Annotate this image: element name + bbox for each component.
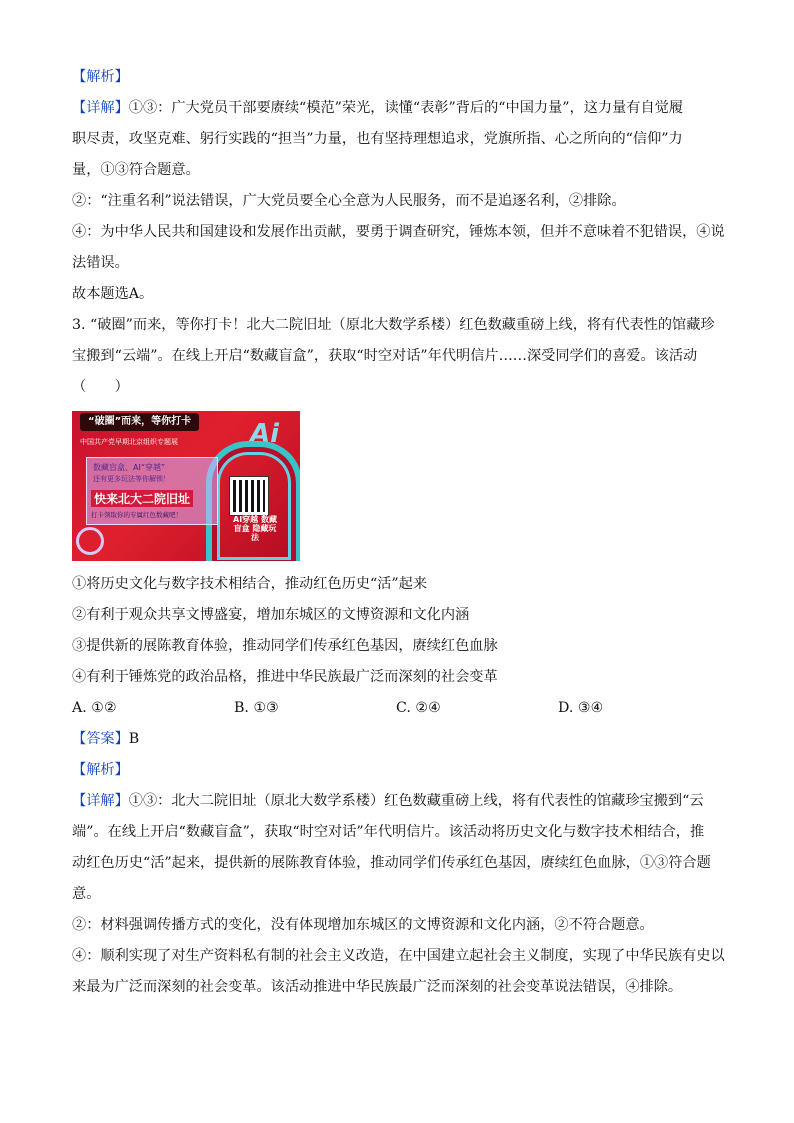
poster-banner: “破圈”而来，等你打卡 <box>80 413 199 431</box>
detail2-line-1: 【详解】①③：北大二院旧址（原北大数学系楼）红色数藏重磅上线，将有代表性的馆藏珍宝搬到“云 <box>72 793 704 809</box>
answer-options <box>72 693 722 724</box>
qr-code-icon <box>230 477 268 515</box>
detail2-line-3: 动红色历史“活”起来，提供新的展陈教育体验，推动同学们传承红色基因，赓续红色血脉，①③符合题 <box>72 855 711 871</box>
question-3-line-2: 宝搬到“云端”。在线上开启“数藏盲盒”，获取“时空对话”年代明信片……深受同学们的喜爱。该活动 <box>72 348 698 364</box>
detail-line-5: ④：为中华人民共和国建设和发展作出贡献，要勇于调查研究，锤炼本领，但并不意味着不犯错误，④说 <box>72 224 725 240</box>
question-3-line-1: 3. “破圈”而来，等你打卡！北大二院旧址（原北大数学系楼）红色数藏重磅上线，将有代表性的馆藏珍 <box>72 317 715 333</box>
detail2-line-4: 意。 <box>72 886 101 902</box>
choice-3: ③提供新的展陈教育体验，推动同学们传承红色基因，赓续红色血脉 <box>72 638 498 654</box>
poster-panel-line1: 数藏盲盒、AI“穿越” <box>93 463 166 472</box>
question-figure <box>72 411 300 561</box>
poster-image <box>72 411 300 561</box>
poster-ai-text: AI穿越 数藏盲盒 隐藏玩法 <box>233 515 277 542</box>
analysis-heading-1: 【解析】 <box>72 69 129 85</box>
ring-decoration-icon <box>76 527 104 555</box>
detail-line-3: 量，①③符合题意。 <box>72 162 200 178</box>
option-c: C. ②④ <box>396 700 441 716</box>
detail2-line-7: 来最为广泛而深刻的社会变革。该活动推进中华民族最广泛而深刻的社会变革说法错误，④排除。 <box>72 979 683 995</box>
poster-panel <box>86 457 218 525</box>
choice-1: ①将历史文化与数字技术相结合，推动红色历史“活”起来 <box>72 576 428 592</box>
conclusion-line: 故本题选A。 <box>72 286 154 302</box>
detail2-line-5: ②：材料强调传播方式的变化，没有体现增加东城区的文博资源和文化内涵，②不符合题意。 <box>72 917 654 933</box>
detail-line-4: ②：“注重名利”说法错误，广大党员要全心全意为人民服务，而不是追逐名利，②排除。 <box>72 193 626 209</box>
option-d: D. ③④ <box>558 700 604 716</box>
poster-panel-line2: 还有更多玩法等你解锁！ <box>93 475 170 483</box>
detail2-line-2: 端”。在线上开启“数藏盲盒”，获取“时空对话”年代明信片。该活动将历史文化与数字技术相结合，推 <box>72 824 705 840</box>
choice-4: ④有利于锤炼党的政治品格，推进中华民族最广泛而深刻的社会变革 <box>72 669 498 685</box>
detail-line-1: 【详解】①③：广大党员干部要赓续“模范”荣光，读懂“表彰”背后的“中国力量”，这力量有自觉履 <box>72 100 684 116</box>
detail-line-6: 法错误。 <box>72 255 129 271</box>
option-b: B. ①③ <box>234 700 279 716</box>
detail-line-2: 职尽责，攻坚克难、躬行实践的“担当”力量，也有坚持理想追求，党旗所指、心之所向的“信仰”力 <box>72 131 683 147</box>
analysis-heading-2: 【解析】 <box>72 762 129 778</box>
poster-panel-line4: 打卡领取你的专属红色数藏吧！ <box>91 511 182 519</box>
choice-2: ②有利于观众共享文博盛宴，增加东城区的文博资源和文化内涵 <box>72 607 470 623</box>
question-3-blank: （ ） <box>72 379 129 395</box>
poster-ai-glyph: Ai <box>250 419 280 449</box>
answer-line: 【答案】B <box>72 731 140 747</box>
document-page <box>72 62 725 1003</box>
poster-panel-title: 快来北大二院旧址 <box>91 490 193 507</box>
poster-subhead: 中国共产党早期北京组织专题展 <box>80 438 178 446</box>
option-a: A. ①② <box>72 700 117 716</box>
detail2-line-6: ④：顺利实现了对生产资料私有制的社会主义改造，在中国建立起社会主义制度，实现了中华民族有史以 <box>72 948 725 964</box>
